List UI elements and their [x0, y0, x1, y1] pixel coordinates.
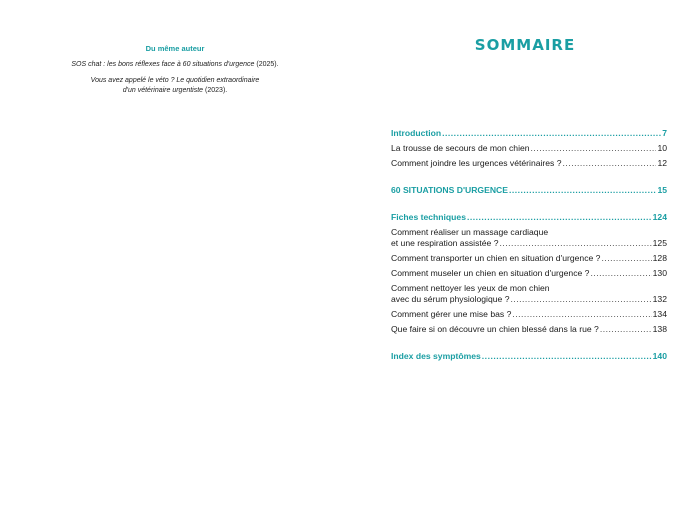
- toc-entry[interactable]: [391, 143, 667, 154]
- dot-leader: [442, 128, 661, 139]
- toc-entry-label: avec du sérum physiologique ?: [391, 294, 510, 304]
- dot-leader: [512, 309, 651, 320]
- book-title: SOS chat : les bons réflexes face à 60 situations d'urgence: [71, 61, 255, 68]
- toc-entry-first-line: Comment réaliser un massage cardiaque: [391, 227, 549, 237]
- book-title: d'un vétérinaire urgentiste: [122, 87, 204, 94]
- book-year: (2023).: [205, 87, 228, 94]
- toc-section: [391, 185, 667, 196]
- toc-entry[interactable]: [391, 309, 667, 320]
- toc-entry-label: Fiches techniques: [391, 212, 466, 222]
- dot-leader: [510, 294, 651, 305]
- toc-entry-first-line: Comment nettoyer les yeux de mon chien: [391, 283, 550, 293]
- dot-leader: [590, 268, 651, 279]
- dot-leader: [500, 238, 652, 249]
- toc-entry[interactable]: [391, 294, 667, 305]
- dot-leader: [600, 324, 652, 335]
- toc-page-number: 124: [652, 212, 667, 222]
- toc-page-number: 130: [652, 268, 667, 278]
- toc-entry-label: Comment transporter un chien en situation d'urgence ?: [391, 253, 601, 263]
- dot-leader: [531, 143, 657, 154]
- toc-entry-label: La trousse de secours de mon chien: [391, 143, 530, 153]
- toc-section-heading[interactable]: [391, 185, 667, 196]
- book-entry-2-line-2: [0, 86, 350, 96]
- toc-entry[interactable]: [391, 158, 667, 169]
- toc-entry-label: et une respiration assistée ?: [391, 238, 499, 248]
- toc-page-number: 10: [657, 143, 667, 153]
- dot-leader: [467, 212, 652, 223]
- toc-entry[interactable]: [391, 324, 667, 335]
- toc-page-number: 134: [652, 309, 667, 319]
- dot-leader: [601, 253, 651, 264]
- toc-section-heading[interactable]: [391, 128, 667, 139]
- book-entry-1: [0, 60, 350, 70]
- toc-page-number: 138: [652, 324, 667, 334]
- toc-entry-label: Index des symptômes: [391, 351, 481, 361]
- dot-leader: [563, 158, 657, 169]
- toc-page-number: 7: [662, 128, 667, 138]
- toc-page-number: 125: [652, 238, 667, 248]
- toc-section: [391, 351, 667, 362]
- also-by-author-heading: Du même auteur: [145, 44, 205, 53]
- toc-page-number: 132: [652, 294, 667, 304]
- toc-entry-label: Comment gérer une mise bas ?: [391, 309, 512, 319]
- right-page: [350, 0, 700, 512]
- page-title: SOMMAIRE: [474, 36, 576, 54]
- toc-section-heading[interactable]: [391, 212, 667, 223]
- toc-entry[interactable]: [391, 238, 667, 249]
- toc-page-number: 12: [657, 158, 667, 168]
- toc-section-heading[interactable]: [391, 351, 667, 362]
- dot-leader: [482, 351, 652, 362]
- toc-page-number: 15: [657, 185, 667, 195]
- toc-page-number: 140: [652, 351, 667, 361]
- dot-leader: [509, 185, 656, 196]
- book-year: (2025).: [256, 61, 279, 68]
- toc-entry[interactable]: [391, 268, 667, 279]
- book-entry-2-line-1: Vous avez appelé le véto ? Le quotidien extraordinaire: [90, 77, 260, 84]
- toc-entry-label: Comment museler un chien en situation d'urgence ?: [391, 268, 590, 278]
- toc-entry[interactable]: [391, 253, 667, 264]
- toc-entry-label: Que faire si on découvre un chien blessé dans la rue ?: [391, 324, 599, 334]
- toc-entry-label: Introduction: [391, 128, 442, 138]
- toc-page-number: 128: [652, 253, 667, 263]
- toc-section: [391, 212, 667, 335]
- toc-section: [391, 128, 667, 169]
- toc-entry-label: Comment joindre les urgences vétérinaires ?: [391, 158, 562, 168]
- table-of-contents: [391, 128, 667, 362]
- toc-entry-label: 60 SITUATIONS D'URGENCE: [391, 185, 508, 195]
